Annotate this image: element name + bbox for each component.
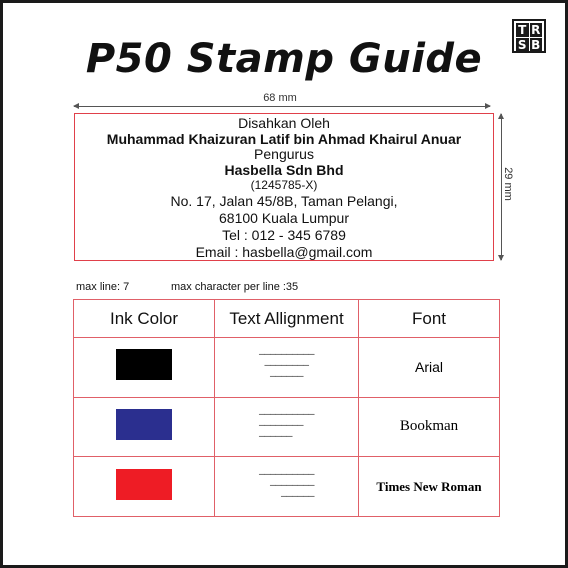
- max-line-note: max line: 7: [76, 281, 130, 293]
- header-text-alignment: Text Allignment: [215, 300, 359, 338]
- logo-letter-r: R: [531, 23, 541, 37]
- logo-letter-b: B: [531, 38, 541, 52]
- stamp-line-8: Tel : 012 - 345 6789: [222, 227, 346, 243]
- ink-color-cell: [74, 397, 215, 457]
- stamp-preview: [74, 113, 494, 261]
- blue-ink-swatch: [116, 409, 172, 440]
- table-row: [74, 397, 500, 457]
- options-table: [73, 299, 500, 517]
- ink-color-cell: [74, 338, 215, 398]
- max-character-note: max character per line :35: [171, 281, 299, 293]
- page-title: P50 Stamp Guide: [85, 36, 483, 82]
- stamp-line-4: Hasbella Sdn Bhd: [224, 162, 344, 178]
- table-header-row: [74, 300, 500, 338]
- alignment-cell: [215, 338, 359, 398]
- stamp-line-6: No. 17, Jalan 45/8B, Taman Pelangi,: [170, 193, 398, 209]
- logo-letter-s: S: [517, 38, 527, 52]
- font-times-new-roman: Times New Roman: [359, 457, 500, 517]
- stamp-line-2: Muhammad Khaizuran Latif bin Ahmad Khairul Anuar: [106, 131, 462, 147]
- logo-letter-t: T: [516, 23, 529, 37]
- stamp-line-1: Disahkan Oleh: [238, 115, 330, 131]
- stamp-line-5: (1245785-X): [250, 178, 318, 192]
- font-arial: Arial: [359, 338, 500, 398]
- black-ink-swatch: [116, 349, 172, 380]
- stamp-line-9: Email : hasbella@gmail.com: [195, 244, 373, 260]
- alignment-cell: [215, 397, 359, 457]
- font-bookman: Bookman: [359, 397, 500, 457]
- center-alignment-icon: —————————— ———————— ——————: [258, 350, 314, 384]
- red-ink-swatch: [116, 469, 172, 500]
- right-alignment-icon: —————————— ———————— ——————: [258, 469, 314, 503]
- width-dimension-arrow: [74, 106, 490, 107]
- width-dimension-label: 68 mm: [263, 92, 297, 104]
- stamp-line-3: Pengurus: [254, 146, 314, 162]
- table-row: [74, 338, 500, 398]
- stamp-line-7: 68100 Kuala Lumpur: [219, 210, 349, 226]
- table-row: [74, 457, 500, 517]
- header-font: Font: [359, 300, 500, 338]
- height-dimension-label: 29 mm: [502, 167, 514, 201]
- alignment-cell: [215, 457, 359, 517]
- header-ink-color: Ink Color: [74, 300, 215, 338]
- left-alignment-icon: —————————— ———————— ——————: [258, 409, 314, 443]
- ink-color-cell: [74, 457, 215, 517]
